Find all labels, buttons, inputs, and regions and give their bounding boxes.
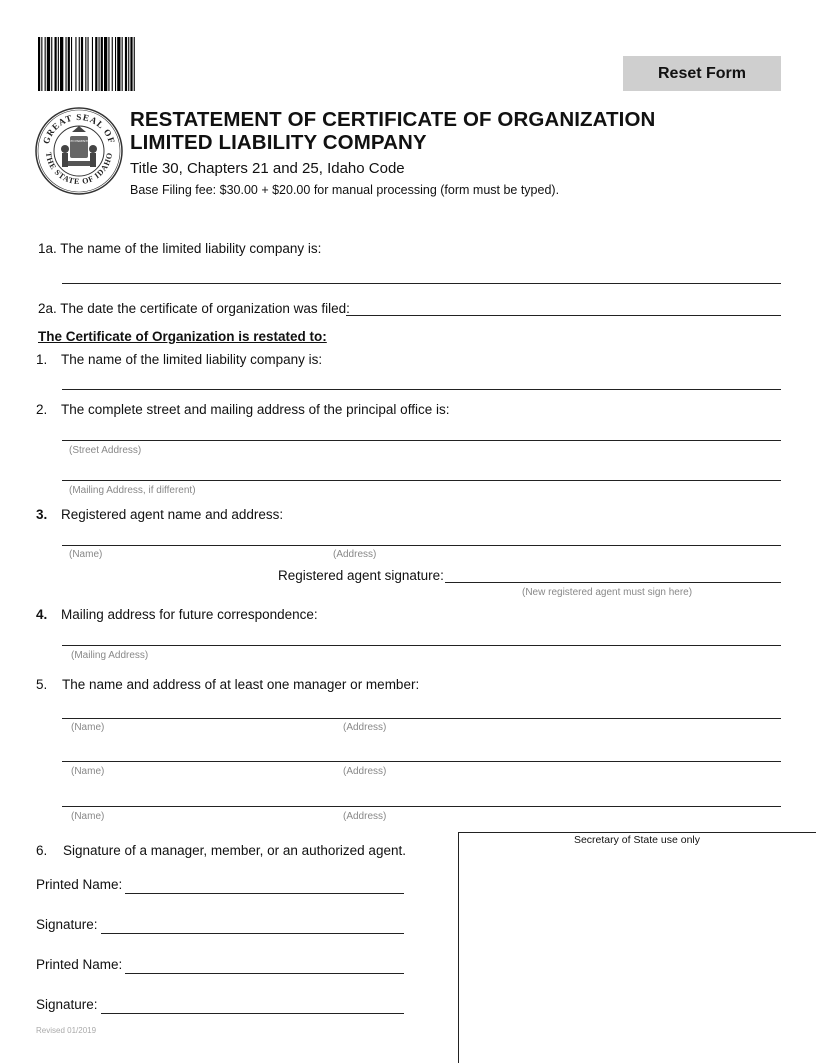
member-3-address-hint: (Address) [343,811,387,822]
barcode-bar [125,37,127,91]
printed-name-2-field[interactable] [125,973,404,974]
member-2-field[interactable] [62,761,781,762]
barcode-bar [79,37,80,91]
form-title-line1: RESTATEMENT OF CERTIFICATE OF ORGANIZATION [130,108,656,131]
reset-form-button[interactable]: Reset Form [623,56,781,91]
signature-2-field[interactable] [101,1013,404,1014]
form-subtitle: Title 30, Chapters 21 and 25, Idaho Code [130,160,405,177]
question-5-label: The name and address of at least one manager or member: [62,677,420,692]
svg-text:GREAT SEAL OF: GREAT SEAL OF [40,111,118,146]
question-4-label: Mailing address for future correspondence: [61,607,318,622]
barcode-bar [58,37,59,91]
barcode-bar [92,37,93,91]
question-2-label: The complete street and mailing address of the principal office is: [61,402,450,417]
correspondence-address-hint: (Mailing Address) [71,650,149,661]
signature-1-field[interactable] [101,933,404,934]
barcode-bar [60,37,63,91]
member-1-address-hint: (Address) [343,722,387,733]
svg-text:ESTO PERPETUA: ESTO PERPETUA [66,139,92,143]
signature-1-label: Signature: [36,917,98,932]
barcode-bar [71,37,72,91]
member-1-field[interactable] [62,718,781,719]
question-1-number: 1. [36,352,48,367]
barcode-bar [95,37,97,91]
barcode-bar [112,37,113,91]
question-2a-label: 2a. The date the certificate of organization was filed: [38,301,350,316]
barcode-bar [41,37,42,91]
question-1-label: The name of the limited liability company is: [61,352,323,367]
barcode-bar [130,37,132,91]
member-3-field[interactable] [62,806,781,807]
agent-signature-label: Registered agent signature: [278,568,444,583]
barcode-bar [128,37,129,91]
barcode-bar [122,37,123,91]
q1a-name-field[interactable] [62,283,781,284]
question-3-label: Registered agent name and address: [61,507,284,522]
barcode-bar [75,37,76,91]
barcode-bar [47,37,50,91]
revision-date: Revised 01/2019 [36,1026,97,1035]
barcode-bar [117,37,120,91]
printed-name-1-field[interactable] [125,893,404,894]
barcode-bar [104,37,107,91]
street-address-hint: (Street Address) [69,445,142,456]
question-1a-label: 1a. The name of the limited liability company is: [38,241,322,256]
q1-name-field[interactable] [62,389,781,390]
barcode-bar [88,37,89,91]
printed-name-2-label: Printed Name: [36,957,123,972]
question-2-number: 2. [36,402,48,417]
barcode-bar [134,37,135,91]
member-1-name-hint: (Name) [71,722,105,733]
registered-agent-field[interactable] [62,545,781,546]
restated-heading: The Certificate of Organization is restated to: [38,329,327,344]
filing-fee-text: Base Filing fee: $30.00 + $20.00 for manual processing (form must be typed). [130,183,560,197]
barcode-bar [38,37,40,91]
form-title-line2: LIMITED LIABILITY COMPANY [130,131,427,154]
barcode-bar [68,37,70,91]
question-5-number: 5. [36,677,48,692]
secretary-of-state-label: Secretary of State use only [573,834,701,846]
agent-signature-hint: (New registered agent must sign here) [522,587,693,598]
agent-name-hint: (Name) [69,549,103,560]
barcode-bar [51,37,52,91]
barcode-bar [99,37,100,91]
question-3-number: 3. [36,507,48,522]
street-address-field[interactable] [62,440,781,441]
barcode-bar [108,37,109,91]
question-6-label: Signature of a manager, member, or an authorized agent. [63,843,406,858]
agent-address-hint: (Address) [333,549,377,560]
mailing-address-field[interactable] [62,480,781,481]
idaho-state-seal-image [34,106,124,196]
printed-name-1-label: Printed Name: [36,877,123,892]
barcode-bar [81,37,83,91]
svg-text:THE STATE OF IDAHO: THE STATE OF IDAHO [43,151,115,187]
barcode-bar [101,37,103,91]
signature-2-label: Signature: [36,997,98,1012]
question-6-number: 6. [36,843,48,858]
correspondence-address-field[interactable] [62,645,781,646]
member-2-name-hint: (Name) [71,766,105,777]
barcode-image [38,37,198,91]
question-4-number: 4. [36,607,48,622]
member-3-name-hint: (Name) [71,811,105,822]
barcode-bar [45,37,46,91]
mailing-address-hint: (Mailing Address, if different) [69,485,196,496]
barcode-bar [55,37,57,91]
q2a-date-field[interactable] [346,315,781,316]
agent-signature-field[interactable] [445,582,781,583]
secretary-of-state-box [458,832,816,1063]
member-2-address-hint: (Address) [343,766,387,777]
barcode-bar [66,37,67,91]
barcode-bar [85,37,86,91]
barcode-bar [115,37,116,91]
